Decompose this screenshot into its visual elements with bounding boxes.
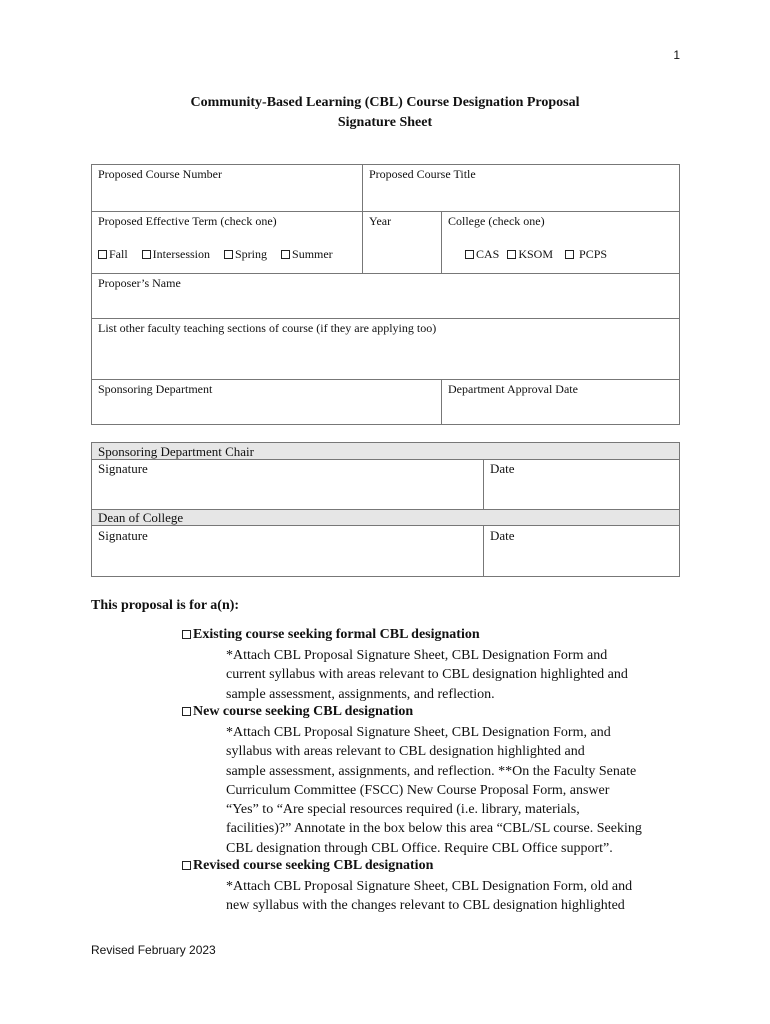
college-options (465, 245, 607, 263)
college-option-ksom[interactable]: KSOM (507, 247, 553, 262)
term-option-spring[interactable]: Spring (224, 247, 267, 262)
checkbox-icon (182, 630, 191, 639)
term-option-fall[interactable]: Fall (98, 247, 128, 262)
option-existing-note-line: current syllabus with areas relevant to CBL designation highlighted and (226, 667, 628, 683)
option-new-note-line: Curriculum Committee (FSCC) New Course Proposal Form, answer (226, 782, 610, 798)
other-faculty-label: List other faculty teaching sections of course (if they are applying too) (98, 321, 437, 335)
dean-header: Dean of College (98, 510, 184, 525)
term-label: Proposed Effective Term (check one) (98, 214, 277, 228)
chair-header: Sponsoring Department Chair (98, 444, 254, 459)
checkbox-icon (182, 861, 191, 870)
course-number-label: Proposed Course Number (98, 167, 222, 181)
college-label: College (check one) (448, 214, 545, 228)
course-title-label: Proposed Course Title (369, 167, 476, 181)
checkbox-icon (465, 250, 474, 259)
chair-date-label: Date (490, 461, 515, 476)
option-existing-note-line: sample assessment, assignments, and reflection. (226, 686, 495, 702)
proposal-heading: This proposal is for a(n): (91, 598, 240, 613)
option-new-note-line: CBL designation through CBL Office. Require CBL Office support”. (226, 840, 613, 856)
dean-signature-label: Signature (98, 528, 148, 543)
page-number: 1 (673, 48, 680, 62)
checkbox-icon (182, 707, 191, 716)
checkbox-icon (507, 250, 516, 259)
year-label: Year (369, 214, 392, 228)
page-title: Community-Based Learning (CBL) Course Designation Proposal (190, 95, 580, 110)
checkbox-icon (224, 250, 233, 259)
option-existing-note-line: *Attach CBL Proposal Signature Sheet, CBL Designation Form and (226, 648, 608, 663)
proposer-name-label: Proposer’s Name (98, 276, 181, 290)
checkbox-icon (565, 250, 574, 259)
option-new-course[interactable]: New course seeking CBL designation (182, 704, 413, 720)
option-new-note-line: sample assessment, assignments, and reflection. **On the Faculty Senate (226, 763, 637, 779)
department-approval-date-label: Department Approval Date (448, 382, 578, 396)
option-existing-course[interactable]: Existing course seeking formal CBL designation (182, 627, 480, 643)
option-new-note-line: *Attach CBL Proposal Signature Sheet, CBL Designation Form, and (226, 725, 611, 740)
chair-signature-label: Signature (98, 461, 148, 476)
option-new-note-line: “Yes” to “Are special resources required (i.e. library, materials, (226, 802, 580, 818)
term-option-intersession[interactable]: Intersession (142, 247, 210, 262)
college-option-pcps[interactable]: PCPS (565, 247, 607, 262)
option-new-note-line: syllabus with areas relevant to CBL designation highlighted and (226, 744, 585, 760)
term-options (98, 245, 333, 263)
option-revised-note-line: *Attach CBL Proposal Signature Sheet, CBL Designation Form, old and (226, 879, 633, 894)
checkbox-icon (98, 250, 107, 259)
college-option-cas[interactable]: CAS (465, 247, 499, 262)
checkbox-icon (281, 250, 290, 259)
checkbox-icon (142, 250, 151, 259)
page-subtitle: Signature Sheet (337, 115, 433, 130)
sponsoring-department-label: Sponsoring Department (98, 382, 213, 396)
option-revised-course[interactable]: Revised course seeking CBL designation (182, 858, 433, 874)
option-revised-note-line: new syllabus with the changes relevant to CBL designation highlighted (226, 898, 625, 914)
footer-revision: Revised February 2023 (91, 943, 216, 957)
dean-date-label: Date (490, 528, 515, 543)
term-option-summer[interactable]: Summer (281, 247, 333, 262)
option-new-note-line: facilities)?” Annotate in the box below this area “CBL/SL course. Seeking (226, 821, 642, 837)
